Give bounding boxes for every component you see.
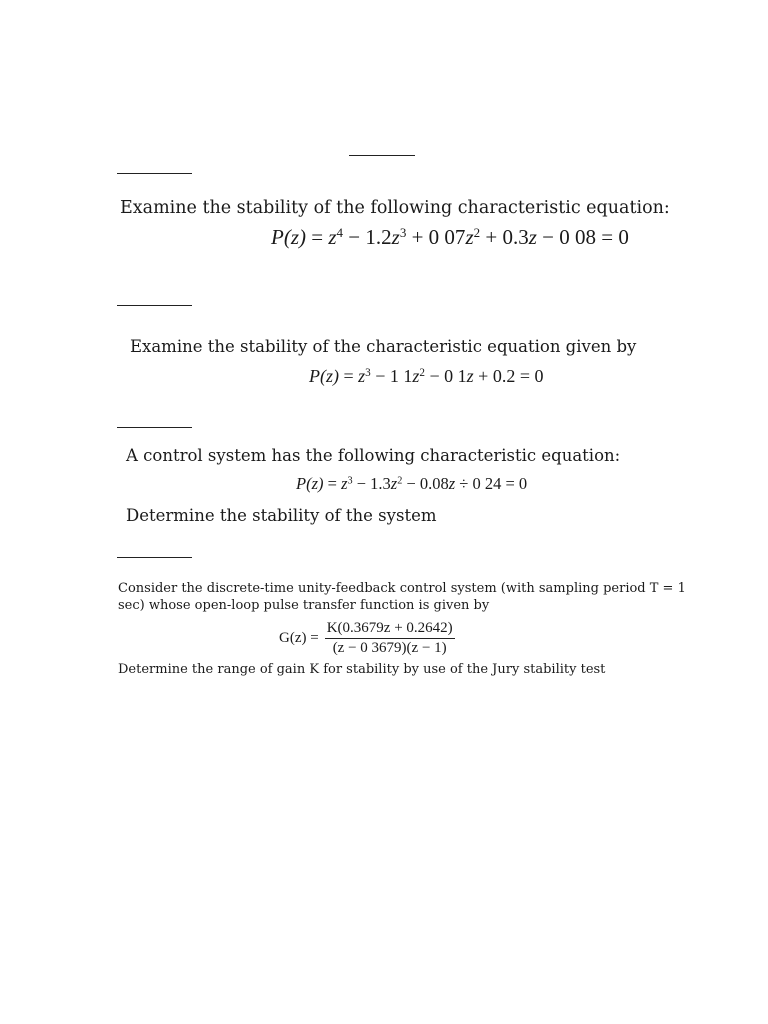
problem-4-prompt-line-2: sec) whose open-loop pulse transfer function is given by xyxy=(118,598,490,613)
equation-rhs: $z^4 - 1.2z^3 + 0$ $07z^2 + 0.3z - 0$ 08 = 0 xyxy=(328,224,629,249)
fraction-numerator: K(0.3679z + 0.2642) xyxy=(326,620,453,636)
problem-4-equation xyxy=(279,620,455,657)
equation-lhs: P(z) xyxy=(271,225,306,249)
problem-2-equation: $P(z) = z^3 - 1$ $1z^2 - 0$ 1z + 0.2 = 0 xyxy=(309,366,544,386)
transfer-function-fraction xyxy=(325,620,455,657)
fraction-denominator: (z − 0 3679)(z − 1) xyxy=(325,638,455,657)
problem-2-prompt: Examine the stability of the characteristic equation given by xyxy=(130,337,637,356)
problem-1-equation: $P(z) = z^4 - 1.2z^3 + 0$ $07z^2 + 0.3z - 0$ 08 = 0 xyxy=(271,224,629,249)
top-center-rule xyxy=(349,155,415,156)
equation-lhs: P(z) xyxy=(309,366,339,386)
equation-lhs: G(z) = xyxy=(279,629,319,646)
equation-rhs: $z^3 - 1$ $1z^2 - 0$ 1z + 0.2 = 0 xyxy=(358,366,544,386)
problem-3-prompt: A control system has the following characteristic equation: xyxy=(126,446,621,465)
problem-3-equation: $P(z) = z^3 - 1.3z^2 - 0.08z \div 0$ 24 = 0 xyxy=(296,474,528,493)
equation-lhs: P(z) xyxy=(296,474,324,493)
problem-4-followup: Determine the range of gain K for stability by use of the Jury stability test xyxy=(118,662,606,677)
problem-4-rule xyxy=(117,557,192,558)
problem-3-followup: Determine the stability of the system xyxy=(126,506,437,525)
equation-rhs: $z^3 - 1.3z^2 - 0.08z \div 0$ 24 = 0 xyxy=(341,474,528,493)
problem-2-rule xyxy=(117,305,192,306)
problem-3-rule xyxy=(117,427,192,428)
problem-4-prompt-line-1: Consider the discrete-time unity-feedback control system (with sampling period T = 1 xyxy=(118,581,686,596)
problem-1-rule xyxy=(117,173,192,174)
problem-1-prompt: Examine the stability of the following characteristic equation: xyxy=(120,198,670,218)
